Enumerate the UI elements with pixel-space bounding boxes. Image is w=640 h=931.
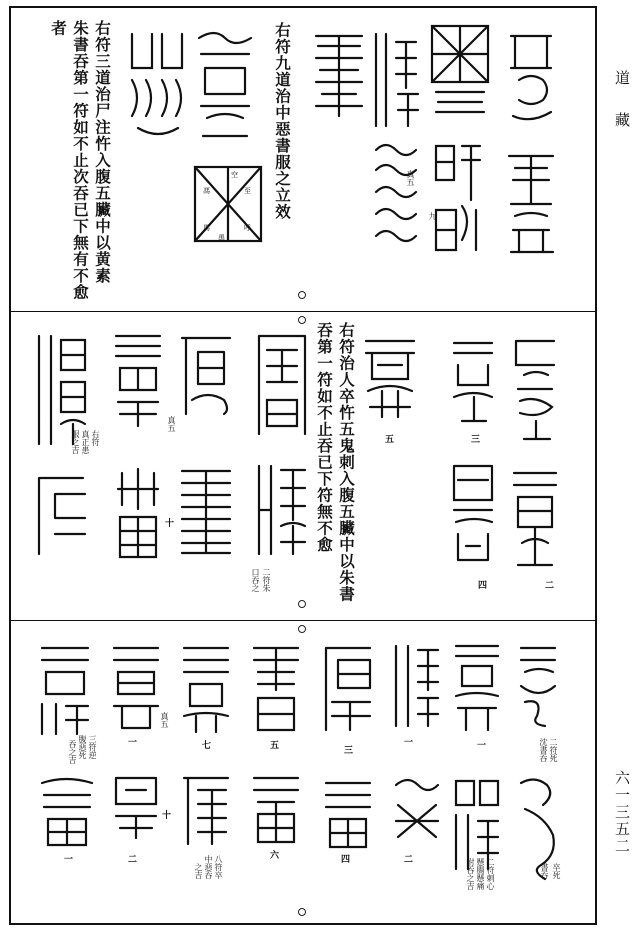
talisman-glyph-s3-14	[110, 770, 162, 842]
talisman-label-6: 禹	[218, 234, 225, 242]
section-divider-2	[9, 620, 597, 621]
talisman-label-1: 空	[231, 171, 238, 179]
section-divider-1	[9, 311, 597, 312]
s3-num-six: 六	[270, 851, 280, 861]
talisman-glyph-s3-4	[452, 775, 502, 875]
talisman-glyph-s2-2	[510, 465, 560, 575]
talisman-glyph-s2-6	[255, 330, 309, 440]
section1-text-col1: 右符三道治尸注忤入腹五臟中以黄素	[93, 20, 112, 284]
talisman-glyph-s3-2	[515, 775, 561, 885]
talisman-glyph-s2-4	[448, 460, 498, 570]
s3-num-four: 四	[341, 855, 351, 865]
talisman-glyph-s2-7	[255, 460, 309, 560]
s3-num-one-a: 一	[477, 741, 487, 751]
talisman-glyph-s1-5	[432, 140, 484, 260]
talisman-glyph-s2-9	[178, 465, 234, 557]
talisman-glyph-s2-8	[178, 330, 234, 420]
section1-text-col2: 朱書吞第一符如不止次吞已下無有不愈	[71, 20, 90, 301]
section2-number-two: 二	[545, 581, 555, 591]
talisman-glyph-1b	[432, 88, 488, 116]
section1-text-col3: 者	[49, 20, 68, 37]
page-number: 六一三五二	[613, 770, 631, 855]
section2-number-ten: 十	[165, 519, 175, 529]
s3-num-two-b: 二	[128, 855, 138, 865]
talisman-label-3: 呼	[244, 224, 251, 232]
s3-note-zhong-e-tun: 中惡吞	[204, 855, 213, 879]
s3-num-three: 三	[344, 746, 354, 756]
talisman-glyph-s3-10	[250, 770, 302, 850]
talisman-glyph-s3-6	[392, 775, 442, 847]
talisman-glyph-s1-1	[505, 28, 557, 128]
section2-number-three: 三	[471, 435, 481, 445]
section2-note-fu-a: 右符	[91, 430, 100, 446]
s3-note-san-fu-ni: 三符逆	[88, 735, 97, 759]
collection-title: 道 藏	[613, 70, 631, 133]
talisman-label-5: 馬	[203, 224, 210, 232]
talisman-glyph-s3-13	[110, 640, 162, 732]
talisman-glyph-s2-1	[510, 335, 560, 445]
binding-hole-3	[298, 600, 306, 608]
s3-note-tun-zhi-ji: 吞之吉	[68, 740, 77, 764]
s3-note-xu-shang: 懸腸懸痛	[476, 858, 485, 890]
section2-note-kou: 口吞之	[251, 568, 260, 592]
s3-note-zhi-ji: 之吉	[194, 863, 203, 879]
section2-text-col2: 吞第一符如不止吞已下符無不愈	[315, 322, 334, 553]
s3-num-one-d: 一	[64, 855, 74, 865]
section1-note-a: 真五	[406, 170, 415, 186]
talisman-glyph-s3-16	[38, 775, 96, 855]
s3-note-shu-tun: 書吞	[540, 863, 549, 879]
s3-note-ci-xin: 二符刺心	[486, 858, 495, 890]
binding-hole-1	[298, 291, 306, 299]
section2-number-four: 四	[478, 581, 488, 591]
talisman-glyph-s1-7	[195, 28, 255, 148]
talisman-label-4: 馮	[203, 187, 210, 195]
s3-num-one-b: 一	[404, 738, 414, 748]
talisman-glyph-s1-2	[505, 150, 557, 260]
section2-number-five: 五	[385, 435, 395, 445]
talisman-glyph-s2-13	[35, 470, 89, 560]
talisman-glyph-s2-11	[112, 465, 164, 565]
talisman-glyph-s1-8	[128, 28, 186, 148]
talisman-glyph-s2-12	[35, 330, 89, 450]
talisman-diagram	[193, 165, 265, 245]
s3-num-one-c: 一	[128, 738, 138, 748]
talisman-glyph-s2-10	[112, 330, 164, 430]
talisman-square-glyph	[430, 24, 492, 86]
section2-note-fu-b: 真正患	[81, 430, 90, 454]
talisman-glyph-s3-9	[250, 640, 302, 736]
talisman-glyph-s3-15	[38, 640, 92, 740]
binding-hole-5	[298, 908, 306, 916]
talisman-glyph-s1-4	[370, 140, 422, 260]
talisman-glyph-s3-12	[180, 770, 232, 850]
s3-note-zhu-shu: 沈書吞	[539, 738, 548, 762]
talisman-glyph-s3-1	[515, 640, 561, 730]
section2-note-fu-c: 服之吉	[71, 430, 80, 454]
talisman-glyph-s2-5	[362, 335, 418, 421]
section2-note-zhen-wu: 真五	[167, 416, 176, 432]
talisman-glyph-s3-7	[322, 640, 374, 736]
section1-note-b: 九	[428, 212, 437, 220]
s3-note-fu-e-si: 腹惡死	[78, 735, 87, 759]
binding-hole-4	[298, 625, 306, 633]
talisman-glyph-s3-11	[180, 640, 232, 736]
talisman-glyph-s3-5	[392, 640, 442, 732]
s3-note-zu-si: 卒死	[552, 863, 561, 879]
binding-hole-2	[298, 316, 306, 324]
talisman-glyph-s1-3	[370, 28, 422, 132]
s3-num-five: 五	[270, 741, 280, 751]
talisman-label-2: 至	[244, 187, 251, 195]
talisman-glyph-s2-3	[448, 335, 498, 427]
s3-num-ten: 十	[162, 811, 172, 821]
s3-note-ba-fu-zu: 八符卒	[214, 855, 223, 879]
talisman-glyph-s1-6	[312, 30, 366, 122]
section1-title: 右符九道治中惡書服之立效	[273, 22, 292, 220]
s3-num-seven: 七	[202, 741, 212, 751]
s3-num-two-a: 二	[404, 855, 414, 865]
talisman-glyph-s3-3	[452, 640, 502, 735]
s3-note-er-fu-si: 二符死	[549, 738, 558, 762]
talisman-glyph-s3-8	[322, 775, 374, 855]
s3-note-jiu-tun: 附吞之吉	[466, 858, 475, 890]
section2-note-two-fu: 二符朱	[262, 568, 271, 592]
s3-note-zhen-wu: 真五	[160, 712, 169, 728]
section2-text-col1: 右符治人卒忤五鬼刺入腹五臟中以朱書	[337, 322, 356, 603]
